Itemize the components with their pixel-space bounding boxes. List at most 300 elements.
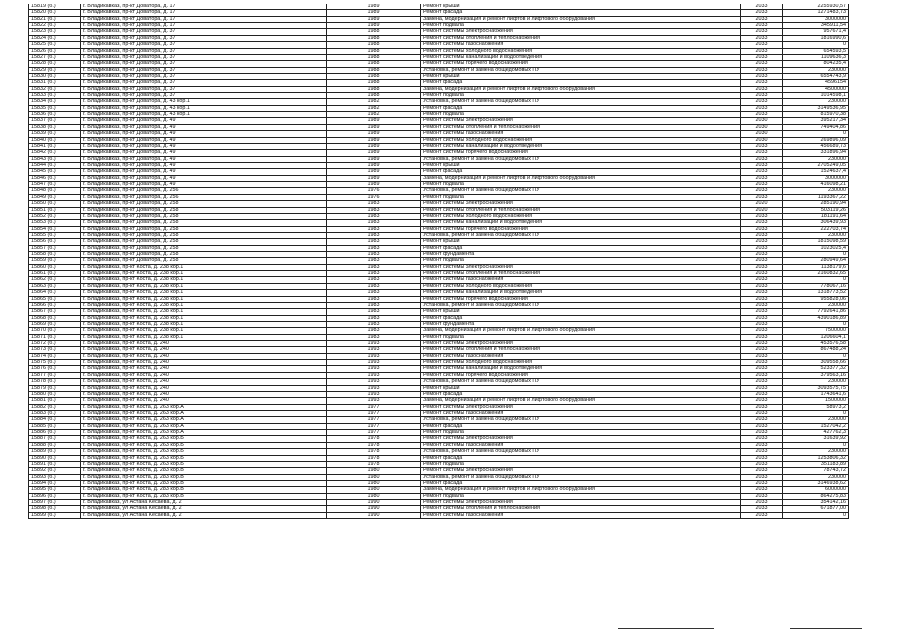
address-cell: г. Владикавказ, пр-кт Коста, д. 283 кор.В: [81, 474, 327, 480]
row-number: 15892 (б.): [29, 468, 81, 474]
address-cell: г. Владикавказ, пр-кт Доватора, д. 17: [81, 23, 327, 29]
address-cell: г. Владикавказ, пр-кт Коста, д. 238 кор.1: [81, 315, 327, 321]
address-cell: г. Владикавказ, пр-кт Коста, д. 263 кор.А: [81, 404, 327, 410]
year-cell: 1988: [327, 35, 421, 41]
plan-year-cell: 2033: [741, 213, 783, 219]
plan-year-cell: 2033: [741, 442, 783, 448]
cost-cell: 379563,16: [783, 372, 849, 378]
plan-year-cell: 2033: [741, 264, 783, 270]
year-cell: 1993: [327, 347, 421, 353]
year-cell: 1982: [327, 99, 421, 105]
address-cell: г. Владикавказ, пр-кт Коста, д. 240: [81, 353, 327, 359]
plan-year-cell: 2033: [741, 245, 783, 251]
row-number: 15825 (б.): [29, 42, 81, 48]
address-cell: г. Владикавказ, пр-кт Доватора, д. 17: [81, 10, 327, 16]
cost-cell: 4500000: [783, 86, 849, 92]
year-cell: 1989: [327, 137, 421, 143]
work-type-cell: Ремонт системы канализации и водоотведения: [421, 366, 741, 372]
address-cell: г. Владикавказ, пр-кт Коста, д. 283 кор.В: [81, 468, 327, 474]
year-cell: 1977: [327, 423, 421, 429]
row-number: 15884 (б.): [29, 417, 81, 423]
work-type-cell: Установка, ремонт и замена общедомовых ПУ: [421, 99, 741, 105]
work-type-cell: Ремонт подвала: [421, 93, 741, 99]
address-cell: г. Владикавказ, пр-кт Коста, д. 283 кор.В: [81, 487, 327, 493]
work-type-cell: Ремонт системы отопления и теплоснабжения: [421, 207, 741, 213]
row-number: 15849 (б.): [29, 194, 81, 200]
plan-year-cell: 2033: [741, 334, 783, 340]
year-cell: 1978: [327, 442, 421, 448]
year-cell: 1983: [327, 271, 421, 277]
cost-cell: 864275,83: [783, 493, 849, 499]
year-cell: 1976: [327, 188, 421, 194]
year-cell: 1988: [327, 61, 421, 67]
address-cell: г. Владикавказ, пр-кт Коста, д. 263 кор.А: [81, 411, 327, 417]
work-type-cell: Замена, модернизация и ремонт лифтов и лифтового оборудования: [421, 16, 741, 22]
year-cell: 1989: [327, 23, 421, 29]
plan-year-cell: 2033: [741, 328, 783, 334]
year-cell: 1990: [327, 500, 421, 506]
work-type-cell: Ремонт системы отопления и теплоснабжения: [421, 35, 741, 41]
address-cell: г. Владикавказ, пр-кт Доватора, д. 37: [81, 29, 327, 35]
row-number: 15895 (б.): [29, 487, 81, 493]
address-cell: г. Владикавказ, пр-кт Коста, д. 240: [81, 366, 327, 372]
plan-year-cell: 2033: [741, 23, 783, 29]
work-type-cell: Ремонт фасада: [421, 105, 741, 111]
plan-year-cell: 2033: [741, 188, 783, 194]
address-cell: г. Владикавказ, пр-кт Коста, д. 240: [81, 391, 327, 397]
cost-cell: 269896,09: [783, 137, 849, 143]
row-number: 15890 (б.): [29, 455, 81, 461]
cost-cell: 230000: [783, 449, 849, 455]
work-type-cell: Ремонт системы газоснабжения: [421, 42, 741, 48]
work-type-cell: Ремонт системы отопления и теплоснабжения: [421, 271, 741, 277]
cost-cell: 3093575,75: [783, 385, 849, 391]
year-cell: 1993: [327, 372, 421, 378]
cost-cell: 1138179,6: [783, 264, 849, 270]
work-type-cell: Ремонт подвала: [421, 258, 741, 264]
row-number: 15878 (б.): [29, 379, 81, 385]
row-number: 15856 (б.): [29, 239, 81, 245]
row-number: 15847 (б.): [29, 182, 81, 188]
year-cell: 1983: [327, 321, 421, 327]
cost-cell: 285190,94: [783, 201, 849, 207]
cost-cell: 1193367,22: [783, 194, 849, 200]
year-cell: 1993: [327, 391, 421, 397]
work-type-cell: Ремонт системы отопления и теплоснабжения: [421, 124, 741, 130]
plan-year-cell: 2033: [741, 169, 783, 175]
cost-cell: 0: [783, 252, 849, 258]
row-number: 15879 (б.): [29, 385, 81, 391]
row-number: 15838 (б.): [29, 124, 81, 130]
row-number: 15828 (б.): [29, 61, 81, 67]
address-cell: г. Владикавказ, пр-кт Доватора, д. 49: [81, 137, 327, 143]
address-cell: г. Владикавказ, пр-кт Доватора, д. 258: [81, 213, 327, 219]
year-cell: 1990: [327, 512, 421, 518]
table-row: [29, 512, 849, 518]
address-cell: г. Владикавказ, пр-кт Доватора, д. 37: [81, 48, 327, 54]
address-cell: г. Владикавказ, пр-кт Доватора, д. 258: [81, 201, 327, 207]
work-type-cell: Ремонт крыши: [421, 309, 741, 315]
plan-year-cell: 2033: [741, 143, 783, 149]
row-number: 15836 (б.): [29, 112, 81, 118]
plan-year-cell: 2033: [741, 220, 783, 226]
row-number: 15850 (б.): [29, 201, 81, 207]
address-cell: г. Владикавказ, пр-кт Коста, д. 240: [81, 341, 327, 347]
year-cell: 1989: [327, 131, 421, 137]
row-number: 15899 (б.): [29, 512, 81, 518]
work-type-cell: Ремонт системы газоснабжения: [421, 411, 741, 417]
year-cell: 1977: [327, 404, 421, 410]
row-number: 15822 (б.): [29, 23, 81, 29]
cost-cell: 7500000: [783, 328, 849, 334]
address-cell: г. Владикавказ, пр-кт Коста, д. 283 кор.В: [81, 493, 327, 499]
year-cell: 1980: [327, 480, 421, 486]
row-number: 15840 (б.): [29, 137, 81, 143]
plan-year-cell: 2033: [741, 493, 783, 499]
row-number: 15870 (б.): [29, 328, 81, 334]
work-type-cell: Ремонт системы электроснабжения: [421, 341, 741, 347]
year-cell: 1989: [327, 10, 421, 16]
year-cell: 1989: [327, 118, 421, 124]
year-cell: 1978: [327, 436, 421, 442]
work-type-cell: Ремонт фасада: [421, 169, 741, 175]
year-cell: 1993: [327, 379, 421, 385]
year-cell: 1978: [327, 455, 421, 461]
work-type-cell: Ремонт системы холодного водоснабжения: [421, 360, 741, 366]
year-cell: 1976: [327, 194, 421, 200]
cost-cell: 6000000: [783, 487, 849, 493]
year-cell: 1989: [327, 150, 421, 156]
row-number: 15835 (б.): [29, 105, 81, 111]
work-type-cell: Ремонт подвала: [421, 194, 741, 200]
cost-cell: 306439,93: [783, 220, 849, 226]
cost-cell: 1743641,6: [783, 391, 849, 397]
plan-year-cell: 2033: [741, 290, 783, 296]
plan-year-cell: 2033: [741, 487, 783, 493]
year-cell: 1983: [327, 201, 421, 207]
work-type-cell: Установка, ремонт и замена общедомовых ПУ: [421, 379, 741, 385]
address-cell: г. Владикавказ, пр-кт Доватора, д. 37: [81, 42, 327, 48]
signature-line-short: [790, 628, 862, 629]
cost-cell: 0: [783, 442, 849, 448]
row-number: 15821 (б.): [29, 16, 81, 22]
cost-cell: 78743,72: [783, 468, 849, 474]
plan-year-cell: 2033: [741, 10, 783, 16]
address-cell: г. Владикавказ, пр-кт Коста, д. 240: [81, 398, 327, 404]
year-cell: 1983: [327, 334, 421, 340]
row-number: 15866 (б.): [29, 302, 81, 308]
work-type-cell: Ремонт системы канализации и водоотведения: [421, 290, 741, 296]
cost-cell: 1816990,6: [783, 35, 849, 41]
plan-year-cell: 2033: [741, 455, 783, 461]
cost-cell: 453576,58: [783, 341, 849, 347]
work-type-cell: Ремонт системы горячего водоснабжения: [421, 150, 741, 156]
year-cell: 1989: [327, 143, 421, 149]
cost-cell: 654593,5: [783, 48, 849, 54]
row-number: 15887 (б.): [29, 436, 81, 442]
year-cell: 1983: [327, 207, 421, 213]
plan-year-cell: 2033: [741, 258, 783, 264]
plan-year-cell: 2033: [741, 61, 783, 67]
cost-cell: 1527042,2: [783, 423, 849, 429]
row-number: 15851 (б.): [29, 207, 81, 213]
year-cell: 1978: [327, 461, 421, 467]
address-cell: г. Владикавказ, пр-кт Доватора, д. 258: [81, 207, 327, 213]
address-cell: г. Владикавказ, пр-кт Доватора, д. 37: [81, 73, 327, 79]
address-cell: г. Владикавказ, пр-кт Доватора, д. 37: [81, 93, 327, 99]
address-cell: г. Владикавказ, пр-кт Доватора, д. 37: [81, 61, 327, 67]
plan-year-cell: 2033: [741, 277, 783, 283]
plan-year-cell: 2033: [741, 239, 783, 245]
cost-cell: 2255930,57: [783, 4, 849, 10]
year-cell: 1993: [327, 341, 421, 347]
work-type-cell: Ремонт крыши: [421, 73, 741, 79]
cost-cell: 1109636,3: [783, 54, 849, 60]
row-number: 15858 (б.): [29, 252, 81, 258]
work-type-cell: Ремонт системы электроснабжения: [421, 468, 741, 474]
work-type-cell: Ремонт системы горячего водоснабжения: [421, 296, 741, 302]
work-type-cell: Ремонт системы электроснабжения: [421, 264, 741, 270]
address-cell: г. Владикавказ, пр-кт Доватора, д. 49: [81, 169, 327, 175]
work-type-cell: Установка, ремонт и замена общедомовых ПУ: [421, 449, 741, 455]
year-cell: 1983: [327, 245, 421, 251]
row-number: 15869 (б.): [29, 321, 81, 327]
address-cell: г. Владикавказ, пр-кт Доватора, д. 37: [81, 54, 327, 60]
cost-cell: 230000: [783, 99, 849, 105]
plan-year-cell: 2033: [741, 404, 783, 410]
work-type-cell: Ремонт системы горячего водоснабжения: [421, 226, 741, 232]
address-cell: г. Владикавказ, пр-кт Доватора, д. 258: [81, 258, 327, 264]
address-cell: г. Владикавказ, пр-кт Коста, д. 263 кор.А: [81, 423, 327, 429]
year-cell: 1983: [327, 226, 421, 232]
row-number: 15842 (б.): [29, 150, 81, 156]
address-cell: г. Владикавказ, пр-кт Коста, д. 238 кор.1: [81, 328, 327, 334]
address-cell: г. Владикавказ, пр-кт Коста, д. 238 кор.1: [81, 271, 327, 277]
work-type-cell: Ремонт системы газоснабжения: [421, 512, 741, 518]
cost-cell: 280949,64: [783, 258, 849, 264]
row-number: 15882 (б.): [29, 404, 81, 410]
row-number: 15831 (б.): [29, 80, 81, 86]
cost-cell: 3149536,95: [783, 105, 849, 111]
work-type-cell: Ремонт крыши: [421, 4, 741, 10]
plan-year-cell: 2033: [741, 436, 783, 442]
address-cell: г. Владикавказ, пр-кт Доватора, д. 49: [81, 118, 327, 124]
plan-year-cell: 2033: [741, 105, 783, 111]
plan-year-cell: 2033: [741, 4, 783, 10]
year-cell: 1983: [327, 264, 421, 270]
address-cell: г. Владикавказ, пр-кт Доватора, д. 43 кор.1: [81, 99, 327, 105]
address-cell: г. Владикавказ, пр-кт Коста, д. 238 кор.1: [81, 290, 327, 296]
work-type-cell: Ремонт подвала: [421, 461, 741, 467]
cost-cell: 222703,74: [783, 226, 849, 232]
row-number: 15837 (б.): [29, 118, 81, 124]
address-cell: г. Владикавказ, пр-кт Доватора, д. 37: [81, 67, 327, 73]
cost-cell: 1023025,4: [783, 245, 849, 251]
row-number: 15853 (б.): [29, 220, 81, 226]
work-type-cell: Ремонт фасада: [421, 423, 741, 429]
year-cell: 1983: [327, 328, 421, 334]
repair-schedule-table: [28, 4, 849, 519]
cost-cell: 230000: [783, 156, 849, 162]
work-type-cell: Ремонт крыши: [421, 162, 741, 168]
row-number: 15820 (б.): [29, 10, 81, 16]
work-type-cell: Ремонт системы электроснабжения: [421, 201, 741, 207]
year-cell: 1982: [327, 105, 421, 111]
cost-cell: 354142,16: [783, 500, 849, 506]
row-number: 15855 (б.): [29, 232, 81, 238]
work-type-cell: Установка, ремонт и замена общедомовых ПУ: [421, 474, 741, 480]
work-type-cell: Установка, ремонт и замена общедомовых ПУ: [421, 156, 741, 162]
plan-year-cell: 2033: [741, 93, 783, 99]
plan-year-cell: 2033: [741, 73, 783, 79]
cost-cell: 0: [783, 411, 849, 417]
row-number: 15843 (б.): [29, 156, 81, 162]
cost-cell: 427762,3: [783, 430, 849, 436]
year-cell: 1993: [327, 353, 421, 359]
signature-line: [618, 628, 714, 629]
address-cell: г. Владикавказ, пр-кт Коста, д. 240: [81, 385, 327, 391]
address-cell: г. Владикавказ, ул Астана Кесаева, д. 2: [81, 512, 327, 518]
row-number: 15861 (б.): [29, 271, 81, 277]
work-type-cell: Ремонт системы электроснабжения: [421, 29, 741, 35]
plan-year-cell: 2033: [741, 315, 783, 321]
work-type-cell: Установка, ремонт и замена общедомовых ПУ: [421, 302, 741, 308]
year-cell: 1988: [327, 48, 421, 54]
plan-year-cell: 2033: [741, 162, 783, 168]
address-cell: г. Владикавказ, пр-кт Доватора, д. 258: [81, 239, 327, 245]
plan-year-cell: 2033: [741, 112, 783, 118]
cost-cell: 955828,06: [783, 296, 849, 302]
cost-cell: 1253806,32: [783, 455, 849, 461]
address-cell: г. Владикавказ, пр-кт Доватора, д. 49: [81, 131, 327, 137]
plan-year-cell: 2033: [741, 283, 783, 289]
work-type-cell: Ремонт системы горячего водоснабжения: [421, 61, 741, 67]
row-number: 15865 (б.): [29, 296, 81, 302]
plan-year-cell: 2020: [741, 207, 783, 213]
address-cell: г. Владикавказ, пр-кт Доватора, д. 37: [81, 35, 327, 41]
cost-cell: 1318773,52: [783, 290, 849, 296]
address-cell: г. Владикавказ, пр-кт Доватора, д. 49: [81, 124, 327, 130]
row-number: 15852 (б.): [29, 213, 81, 219]
row-number: 15897 (б.): [29, 500, 81, 506]
address-cell: г. Владикавказ, пр-кт Доватора, д. 258: [81, 252, 327, 258]
work-type-cell: Установка, ремонт и замена общедомовых ПУ: [421, 188, 741, 194]
cost-cell: 867488,24: [783, 347, 849, 353]
cost-cell: 1014598,1: [783, 93, 849, 99]
year-cell: 1988: [327, 29, 421, 35]
work-type-cell: Ремонт фундамента: [421, 321, 741, 327]
year-cell: 1983: [327, 258, 421, 264]
cost-cell: 0: [783, 131, 849, 137]
row-number: 15891 (б.): [29, 461, 81, 467]
work-type-cell: Ремонт фундамента: [421, 252, 741, 258]
cost-cell: 3000000: [783, 16, 849, 22]
cost-cell: 503119,26: [783, 207, 849, 213]
cost-cell: 0: [783, 353, 849, 359]
address-cell: г. Владикавказ, пр-кт Коста, д. 263 кор.Б: [81, 461, 327, 467]
year-cell: 1989: [327, 169, 421, 175]
year-cell: 1983: [327, 290, 421, 296]
year-cell: 1989: [327, 4, 421, 10]
row-number: 15886 (б.): [29, 430, 81, 436]
cost-cell: 1524637,4: [783, 169, 849, 175]
plan-year-cell: 2030: [741, 118, 783, 124]
plan-year-cell: 2033: [741, 360, 783, 366]
work-type-cell: Ремонт системы канализации и водоотведения: [421, 143, 741, 149]
address-cell: г. Владикавказ, ул Астана Кесаева, д. 2: [81, 500, 327, 506]
plan-year-cell: 2033: [741, 252, 783, 258]
row-number: 15875 (б.): [29, 360, 81, 366]
address-cell: г. Владикавказ, пр-кт Доватора, д. 17: [81, 16, 327, 22]
work-type-cell: Ремонт системы отопления и теплоснабжения: [421, 506, 741, 512]
cost-cell: 6554743,9: [783, 73, 849, 79]
cost-cell: 230000: [783, 417, 849, 423]
cost-cell: 230000: [783, 379, 849, 385]
cost-cell: 0: [783, 321, 849, 327]
work-type-cell: Ремонт фасада: [421, 455, 741, 461]
row-number: 15871 (б.): [29, 334, 81, 340]
year-cell: 1980: [327, 474, 421, 480]
work-type-cell: Ремонт системы холодного водоснабжения: [421, 283, 741, 289]
cost-cell: 804235,4: [783, 61, 849, 67]
address-cell: г. Владикавказ, пр-кт Коста, д. 238 кор.1: [81, 277, 327, 283]
cost-cell: 0: [783, 42, 849, 48]
address-cell: г. Владикавказ, пр-кт Доватора, д. 37: [81, 80, 327, 86]
row-number: 15876 (б.): [29, 366, 81, 372]
work-type-cell: Ремонт системы канализации и водоотведения: [421, 220, 741, 226]
address-cell: г. Владикавказ, ул Астана Кесаева, д. 2: [81, 506, 327, 512]
row-number: 15823 (б.): [29, 29, 81, 35]
row-number: 15896 (б.): [29, 493, 81, 499]
address-cell: г. Владикавказ, пр-кт Доватора, д. 258: [81, 232, 327, 238]
year-cell: 1988: [327, 73, 421, 79]
cost-cell: 671877,00: [783, 506, 849, 512]
plan-year-cell: 2033: [741, 449, 783, 455]
year-cell: 1980: [327, 468, 421, 474]
address-cell: г. Владикавказ, пр-кт Коста, д. 263 кор.Б: [81, 449, 327, 455]
address-cell: г. Владикавказ, пр-кт Коста, д. 238 кор.1: [81, 302, 327, 308]
work-type-cell: Замена, модернизация и ремонт лифтов и лифтового оборудования: [421, 328, 741, 334]
row-number: 15839 (б.): [29, 131, 81, 137]
row-number: 15874 (б.): [29, 353, 81, 359]
plan-year-cell: 2030: [741, 137, 783, 143]
work-type-cell: Ремонт системы газоснабжения: [421, 442, 741, 448]
cost-cell: 4596154: [783, 80, 849, 86]
cost-cell: 3146938,62: [783, 480, 849, 486]
row-number: 15877 (б.): [29, 372, 81, 378]
row-number: 15857 (б.): [29, 245, 81, 251]
cost-cell: 230000: [783, 232, 849, 238]
address-cell: г. Владикавказ, пр-кт Коста, д. 263 кор.Б: [81, 442, 327, 448]
address-cell: г. Владикавказ, пр-кт Коста, д. 240: [81, 379, 327, 385]
cost-cell: 309558,66: [783, 360, 849, 366]
row-number: 15881 (б.): [29, 398, 81, 404]
plan-year-cell: 2030: [741, 131, 783, 137]
plan-year-cell: 2033: [741, 194, 783, 200]
plan-year-cell: 2033: [741, 54, 783, 60]
plan-year-cell: 2033: [741, 500, 783, 506]
year-cell: 1983: [327, 302, 421, 308]
plan-year-cell: 2033: [741, 16, 783, 22]
plan-year-cell: 2033: [741, 379, 783, 385]
year-cell: 1989: [327, 16, 421, 22]
plan-year-cell: 2033: [741, 67, 783, 73]
address-cell: г. Владикавказ, пр-кт Доватора, д. 258: [81, 220, 327, 226]
address-cell: г. Владикавказ, пр-кт Коста, д. 263 кор.А: [81, 417, 327, 423]
address-cell: г. Владикавказ, пр-кт Доватора, д. 49: [81, 182, 327, 188]
row-number: 15830 (б.): [29, 73, 81, 79]
work-type-cell: Ремонт системы газоснабжения: [421, 131, 741, 137]
